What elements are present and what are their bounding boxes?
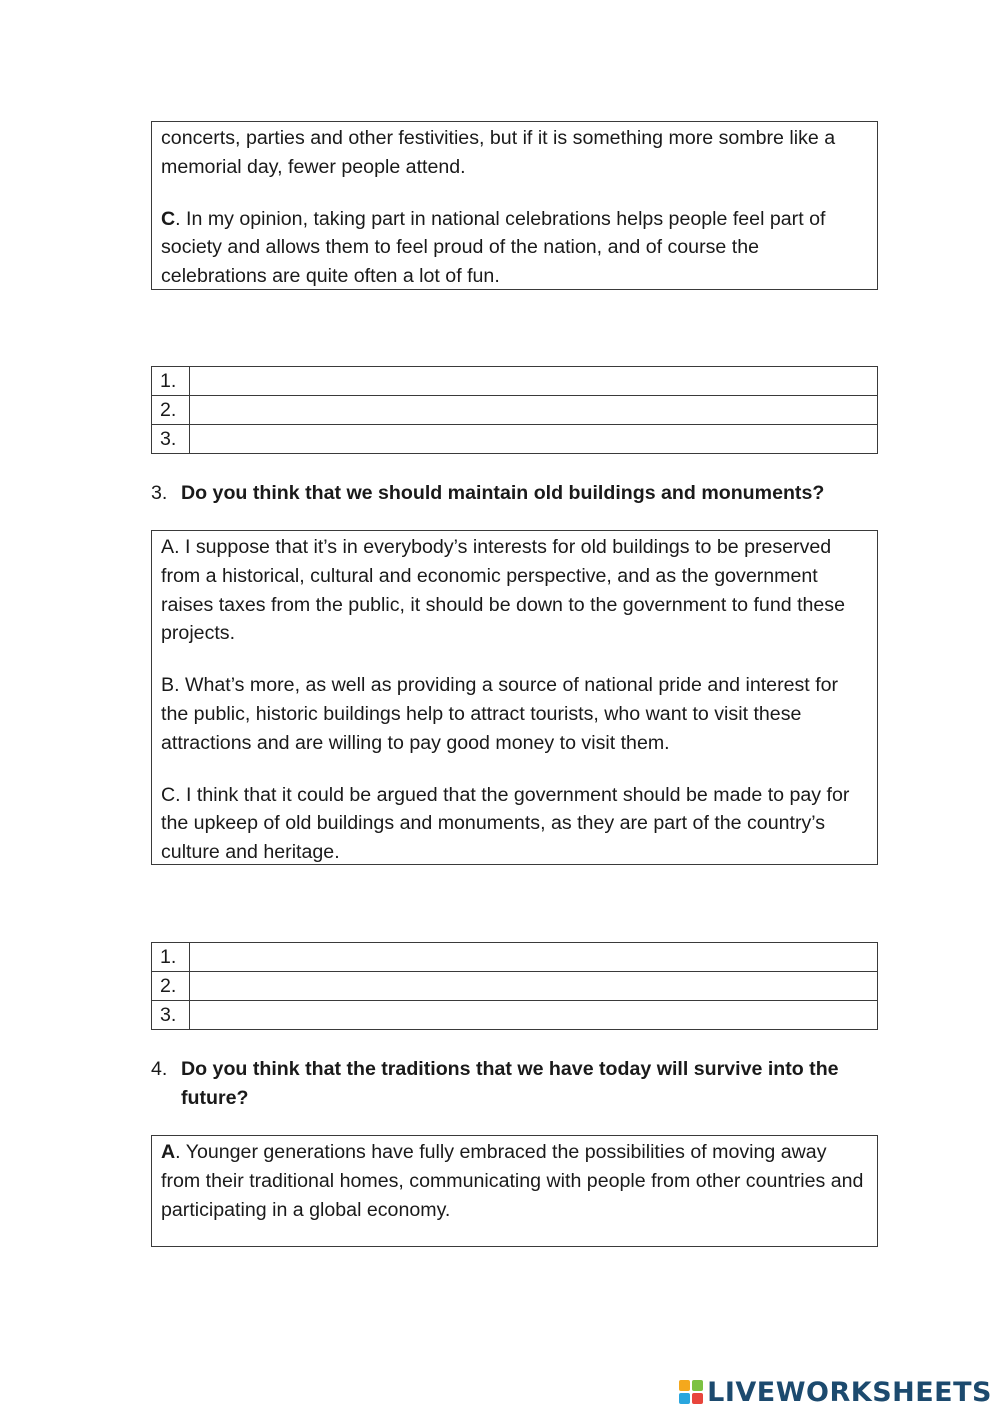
answer-option-b: B. What’s more, as well as providing a source of national pride and interest for the public, historic buildings help to attract tourists, who want to visit these attractions and are willing to pay good money to visit them.	[161, 674, 839, 754]
answer-continuation-text: concerts, parties and other festivities, but if it is something more sombre like a memorial day, fewer people attend.	[161, 127, 836, 178]
answer-table-q2	[151, 366, 878, 454]
row-number: 2.	[152, 972, 190, 1001]
logo-square	[692, 1393, 703, 1404]
table-row	[152, 943, 878, 972]
option-text: . Younger generations have fully embraced the possibilities of moving away from their traditional homes, communicating with people from other countries and participating in a global economy.	[161, 1141, 864, 1221]
option-text: . In my opinion, taking part in national celebrations helps people feel part of society and allows them to feel proud of the nation, and of course the celebrations are quite often a lot of fun.	[161, 207, 826, 288]
row-number: 1.	[152, 367, 190, 396]
answer-cell[interactable]	[190, 396, 878, 425]
option-letter: C	[161, 207, 176, 230]
row-number: 3.	[152, 1001, 190, 1030]
question-text: Do you think that we should maintain old buildings and monuments?	[181, 482, 825, 504]
answer-option-c	[161, 205, 868, 291]
table-row	[152, 425, 878, 454]
answer-box-q3	[151, 530, 878, 865]
logo-square	[679, 1393, 690, 1404]
logo-icon	[679, 1380, 703, 1404]
option-letter: A	[161, 1141, 176, 1163]
answer-option-c: C. I think that it could be argued that the government should be made to pay for the upkeep of old buildings and monuments, as they are part of the country’s culture and heritage.	[161, 783, 850, 864]
answer-option-a	[161, 1138, 868, 1224]
answer-cell[interactable]	[190, 943, 878, 972]
question-4	[151, 1055, 851, 1113]
table-row	[152, 1001, 878, 1030]
answer-table-q3	[151, 942, 878, 1030]
answer-cell[interactable]	[190, 972, 878, 1001]
logo-text: LIVEWORKSHEETS	[707, 1376, 992, 1408]
liveworksheets-logo	[679, 1374, 992, 1410]
question-3	[151, 479, 878, 508]
table-row	[152, 396, 878, 425]
question-number: 4.	[151, 1058, 168, 1080]
question-text: Do you think that the traditions that we have today will survive into the future?	[181, 1058, 839, 1109]
question-number: 3.	[151, 482, 168, 504]
row-number: 2.	[152, 396, 190, 425]
row-number: 1.	[152, 943, 190, 972]
answer-cell[interactable]	[190, 367, 878, 396]
answer-box-q4	[151, 1135, 878, 1247]
answer-box-q2	[151, 121, 878, 290]
row-number: 3.	[152, 425, 190, 454]
answer-cell[interactable]	[190, 425, 878, 454]
table-row	[152, 367, 878, 396]
logo-square	[679, 1380, 690, 1391]
table-row	[152, 972, 878, 1001]
answer-option-a: A. I suppose that it’s in everybody’s interests for old buildings to be preserved from a historical, cultural and economic perspective, and as the government raises taxes from the public, it should be down to the government to fund these projects.	[161, 536, 846, 645]
logo-square	[692, 1380, 703, 1391]
answer-cell[interactable]	[190, 1001, 878, 1030]
